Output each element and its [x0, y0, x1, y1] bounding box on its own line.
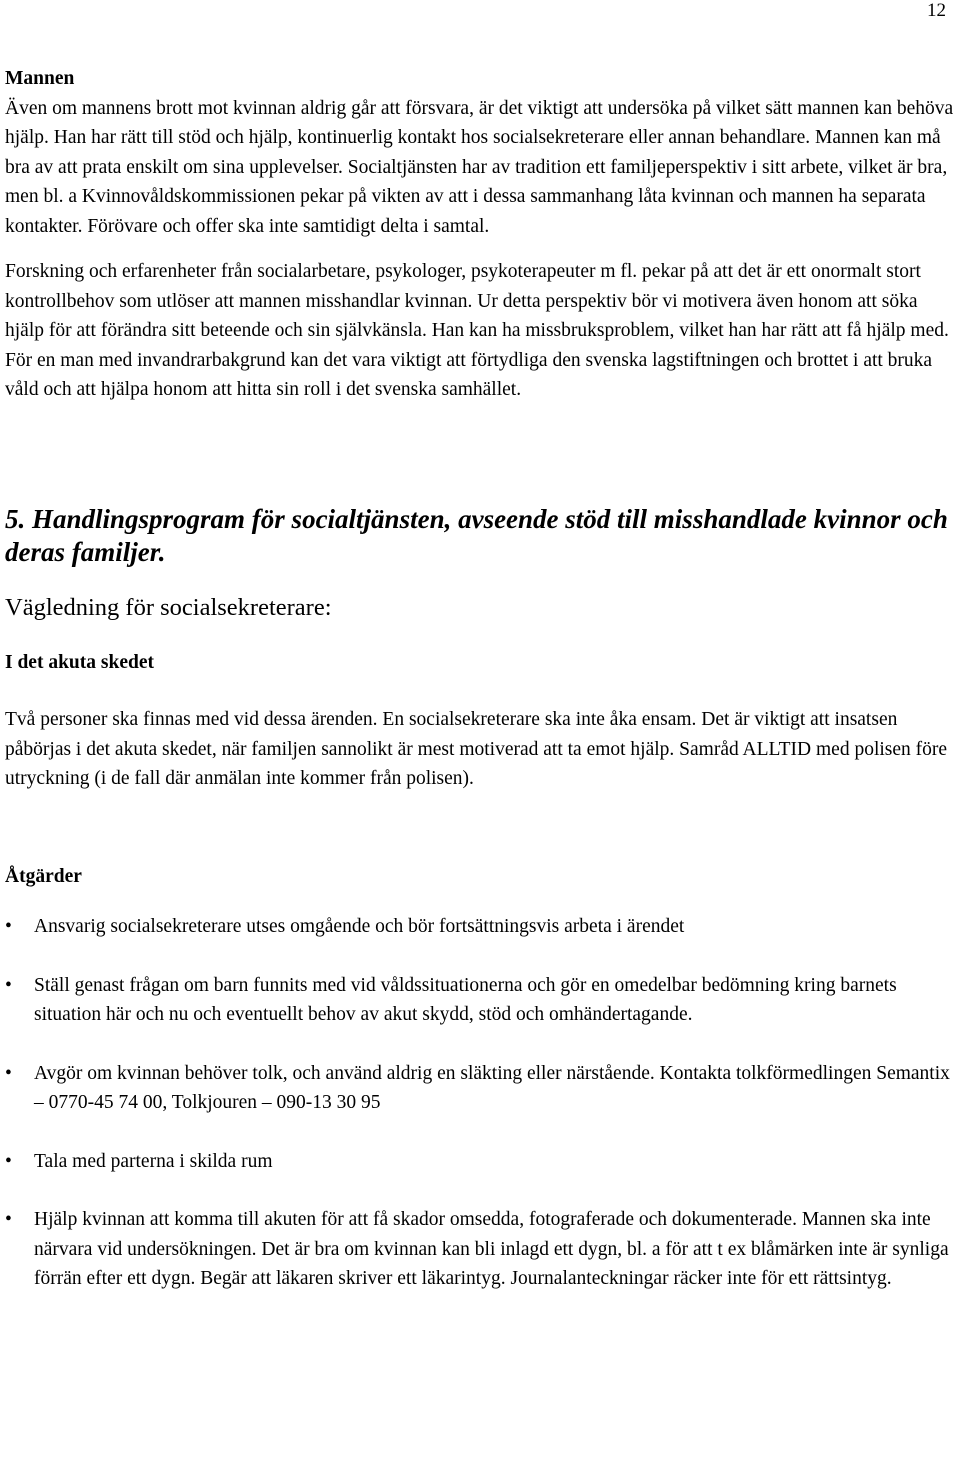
list-item-text: Ansvarig socialsekreterare utses omgående och bör fortsättningsvis arbeta i ärendet [34, 916, 685, 937]
list-item-text: Tala med parterna i skilda rum [34, 1150, 273, 1172]
chapter-title: 5. Handlingsprogram för socialtjänsten, avseende stöd till misshandlade kvinnor och deras familjer. [5, 503, 948, 567]
list-item [5, 912, 955, 942]
list-item [5, 1205, 955, 1294]
bullet-icon: • [5, 1209, 12, 1230]
mannen-paragraph-2: Forskning och erfarenheter från socialarbetare, psykologer, psykoterapeuter m fl. pekar på att det är ett onormalt stort kontrollbehov som utlöser att mannen misshandlar kvinnan. Ur detta perspektiv bör vi motivera även honom att söka hjälp för att förändra sitt beteende och sin självkänsla. Han kan ha missbruksproblem, vilket han har rätt att få hjälp med. För en man med invandrarbakgrund kan det vara viktigt att förtydliga den svenska lagstiftningen och brottet i att bruka våld och att hjälpa honom att hitta sin roll i det svenska samhället. [5, 261, 949, 400]
guide-heading: Vägledning för socialsekreterare: [5, 593, 332, 621]
list-item [5, 1059, 955, 1118]
mannen-heading: Mannen [5, 68, 75, 89]
bullet-icon: • [5, 1062, 12, 1084]
document-body [5, 64, 955, 1294]
page-number: 12 [927, 0, 946, 21]
guide-section [5, 591, 955, 794]
atgarder-heading: Åtgärder [5, 865, 82, 887]
mannen-paragraph-1: Även om mannens brott mot kvinnan aldrig går att försvara, är det viktigt att undersöka på vilket sätt mannen kan behöva hjälp. Han har rätt till stöd och hjälp, kontinuerlig kontakt hos socialsekreterare eller annan behandlare. Mannen kan må bra av att prata enskilt om sina upplevelser. Socialtjänsten har av tradition ett familjeperspektiv i sitt arbete, vilket är bra, men bl. a Kvinnovåldskommissionen pekar på vikten av att i dessa sammanhang låta kvinnan och mannen ha separata kontakter. Förövare och offer ska inte samtidigt delta i samtal. [5, 97, 954, 237]
mannen-section [5, 64, 955, 405]
list-item [5, 971, 955, 1030]
list-item-text: Avgör om kvinnan behöver tolk, och använd aldrig en släkting eller närstående. Kontakta tolkförmedlingen Semantix – 0770-45 74 00, Tolkjouren – 090-13 30 95 [34, 1062, 950, 1113]
bullet-icon: • [5, 1150, 12, 1172]
bullet-icon: • [5, 916, 12, 937]
acute-paragraph: Två personer ska finnas med vid dessa ärenden. En socialsekreterare ska inte åka ensam. Det är viktigt att insatsen påbörjas i det akuta skedet, när familjen sannolikt är mest motiverad att ta emot hjälp. Samråd ALLTID med polisen före utryckning (i de fall där anmälan inte kommer från polisen). [5, 709, 948, 789]
list-item-text: Ställ genast frågan om barn funnits med vid våldssituationerna och gör en omedelbar bedömning kring barnets situation här och nu och eventuellt behov av akut skydd, stöd och omhändertagande. [34, 974, 897, 1025]
actions-list [5, 912, 955, 1294]
bullet-icon: • [5, 974, 12, 996]
acute-heading: I det akuta skedet [5, 651, 154, 673]
atgarder-section [5, 862, 955, 1294]
list-item [5, 1147, 955, 1177]
list-item-text: Hjälp kvinnan att komma till akuten för att få skador omsedda, fotograferade och dokumenterade. Mannen ska inte närvara vid undersökningen. Det är bra om kvinnan kan bli inlagd ett dygn, bl. a för att t ex blåmärken inte är synliga förrän efter ett dygn. Begär att läkaren skriver ett läkarintyg. Journalanteckningar räcker inte för ett rättsintyg. [34, 1209, 949, 1289]
